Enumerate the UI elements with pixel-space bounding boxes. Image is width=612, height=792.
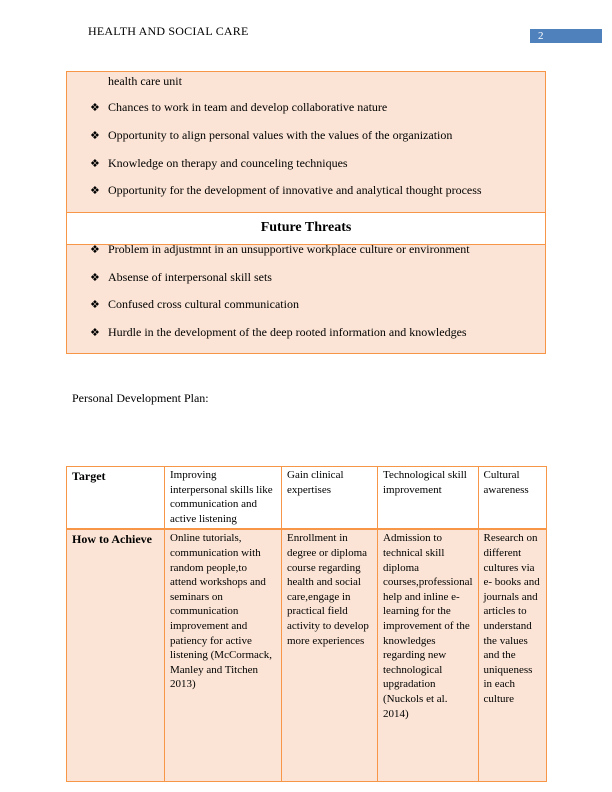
threat-item: Confused cross cultural communication (108, 297, 299, 311)
table-cell: Improving interpersonal skills like communication and active listening (165, 467, 282, 530)
table-row (67, 529, 547, 781)
table-row (67, 467, 547, 530)
threat-item: Absense of interpersonal skill sets (108, 270, 272, 284)
row-header-target: Target (67, 467, 165, 530)
threat-item: Hurdle in the development of the deep rooted information and knowledges (108, 325, 467, 339)
bullet-icon: ❖ (90, 129, 100, 142)
opportunity-item: Knowledge on therapy and counceling techniques (108, 156, 348, 170)
table-cell: Research on different cultures via e- books and journals and articles to understand the values and the uniqueness in each culture (478, 529, 546, 781)
page-number: 2 (530, 29, 602, 43)
opportunity-item: Opportunity for the development of innovative and analytical thought process (108, 183, 482, 197)
running-header: HEALTH AND SOCIAL CARE (88, 24, 249, 38)
threat-item: Problem in adjustmnt in an unsupportive workplace culture or environment (108, 242, 470, 256)
table-cell: Enrollment in degree or diploma course regarding health and social care,engage in practical field activity to develop more experiences (282, 529, 378, 781)
row-header-how-to-achieve: How to Achieve (67, 529, 165, 781)
bullet-icon: ❖ (90, 271, 100, 284)
continuation-text: health care unit (108, 74, 182, 88)
table-cell: Admission to technical skill diploma courses,professional help and inline e-learning for the improvement of the knowledges regarding new technological upgradation (Nuckols et al. 2014) (378, 529, 479, 781)
bullet-icon: ❖ (90, 243, 100, 256)
bullet-icon: ❖ (90, 157, 100, 170)
development-plan-table (66, 466, 547, 782)
opportunity-item: Chances to work in team and develop collaborative nature (108, 100, 388, 114)
opportunities-section (67, 72, 545, 212)
bullet-icon: ❖ (90, 326, 100, 339)
table-cell: Technological skill improvement (378, 467, 479, 530)
bullet-icon: ❖ (90, 101, 100, 114)
table-cell: Gain clinical expertises (282, 467, 378, 530)
table-cell: Online tutorials, communication with random people,to attend workshops and seminars on communication improvement and patiency for active listening (McCormack, Manley and Titchen 2013) (165, 529, 282, 781)
swot-table (66, 71, 546, 354)
opportunity-item: Opportunity to align personal values with the values of the organization (108, 128, 453, 142)
bullet-icon: ❖ (90, 298, 100, 311)
threats-heading: Future Threats (67, 212, 545, 245)
threats-section (67, 244, 545, 353)
table-cell: Cultural awareness (478, 467, 546, 530)
pdp-heading: Personal Development Plan: (72, 391, 209, 405)
bullet-icon: ❖ (90, 184, 100, 197)
